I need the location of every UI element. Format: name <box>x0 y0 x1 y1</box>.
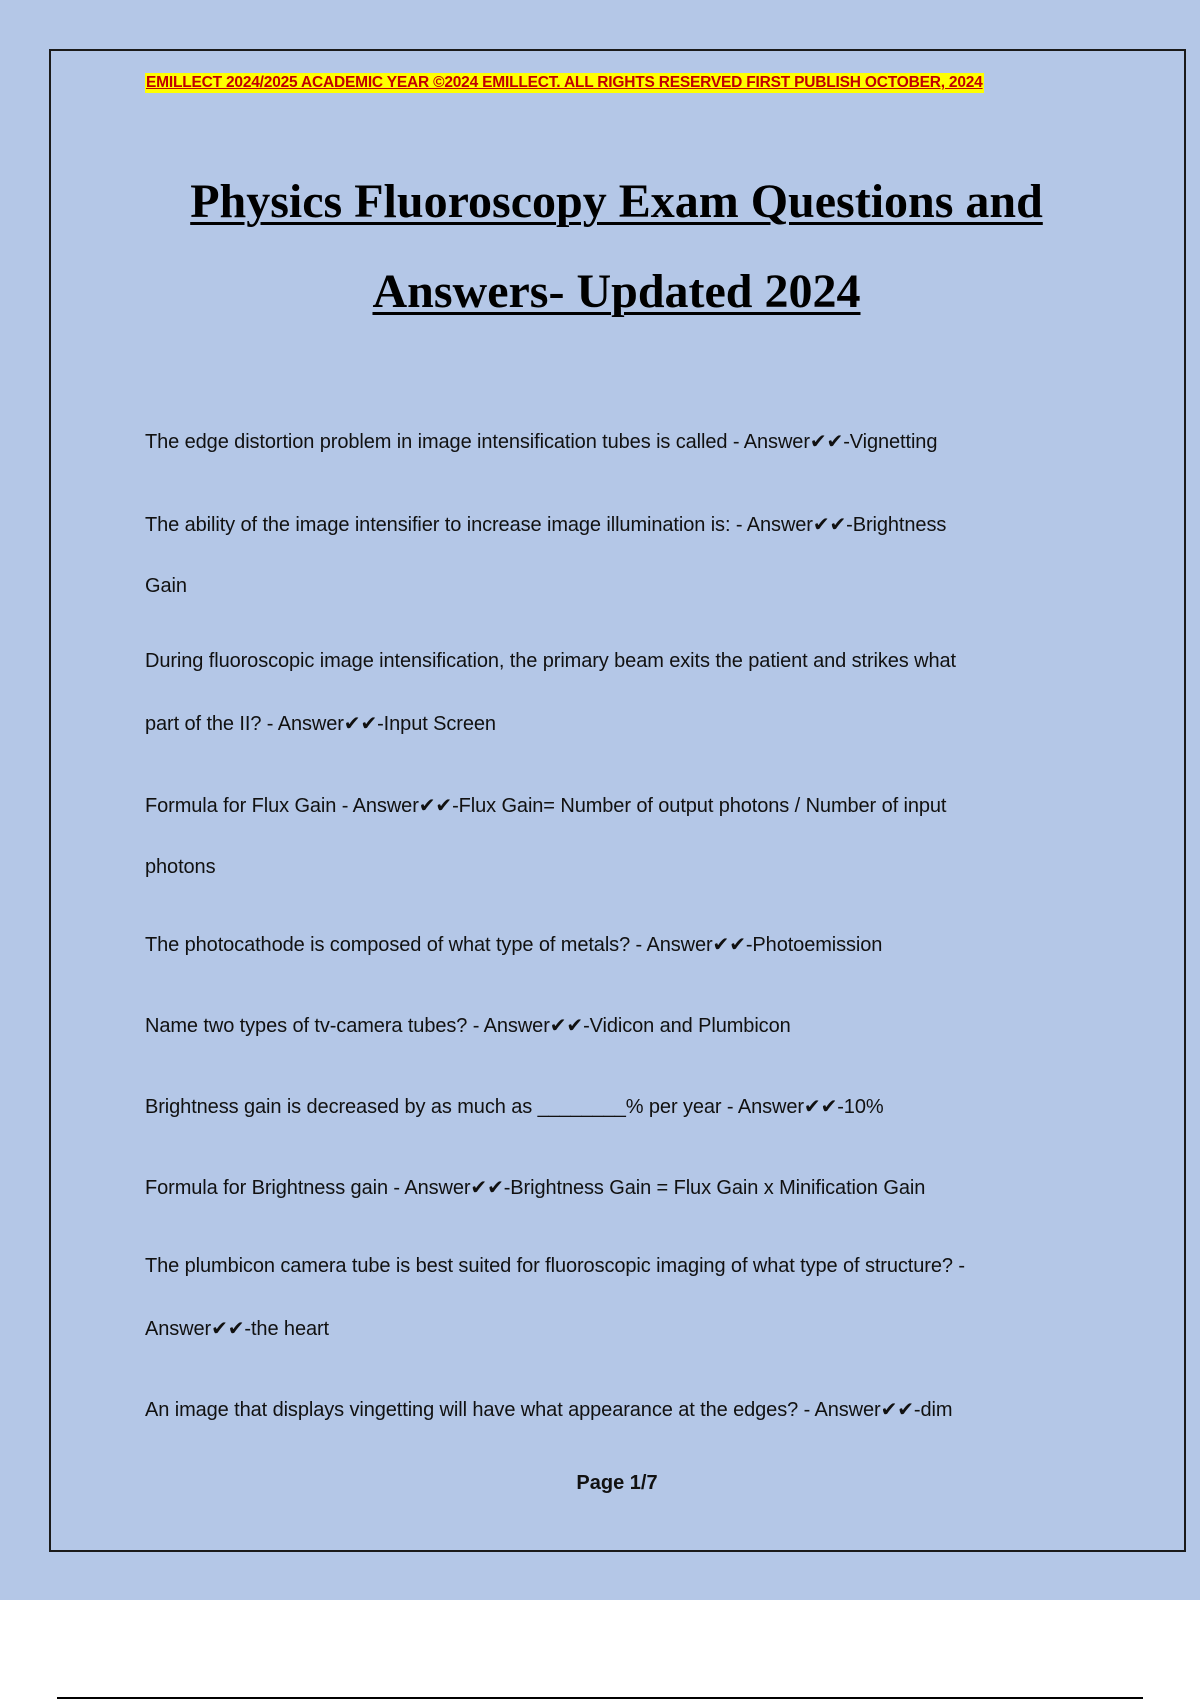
qa-line: During fluoroscopic image intensification, the primary beam exits the patient and strikes what <box>145 650 957 672</box>
qa-line: Answer✔✔-the heart <box>145 1318 330 1340</box>
qa-line: The edge distortion problem in image intensification tubes is called - Answer✔✔-Vignetting <box>145 431 938 453</box>
document-title-line-2: Answers- Updated 2024 <box>372 265 861 318</box>
document-title-line-1: Physics Fluoroscopy Exam Questions and <box>190 175 1043 228</box>
qa-line: Gain <box>145 575 187 597</box>
qa-line: Formula for Brightness gain - Answer✔✔-Brightness Gain = Flux Gain x Minification Gain <box>145 1177 926 1199</box>
qa-line: The photocathode is composed of what type of metals? - Answer✔✔-Photoemission <box>145 934 883 956</box>
qa-line: Name two types of tv-camera tubes? - Answer✔✔-Vidicon and Plumbicon <box>145 1015 791 1037</box>
qa-line: Brightness gain is decreased by as much as ________% per year - Answer✔✔-10% <box>145 1096 884 1118</box>
qa-line: part of the II? - Answer✔✔-Input Screen <box>145 713 496 735</box>
qa-line: Formula for Flux Gain - Answer✔✔-Flux Gain= Number of output photons / Number of input <box>145 795 947 817</box>
copyright-banner: EMILLECT 2024/2025 ACADEMIC YEAR ©2024 EMILLECT. ALL RIGHTS RESERVED FIRST PUBLISH OCTOBER, 2024 <box>146 74 983 91</box>
qa-line: An image that displays vingetting will have what appearance at the edges? - Answer✔✔-dim <box>145 1399 953 1421</box>
divider <box>57 1697 1143 1699</box>
page-number: Page 1/7 <box>576 1472 658 1494</box>
qa-line: The ability of the image intensifier to increase image illumination is: - Answer✔✔-Brightness <box>145 514 947 536</box>
qa-line: photons <box>145 856 216 878</box>
qa-line: The plumbicon camera tube is best suited for fluoroscopic imaging of what type of structure? - <box>145 1255 965 1277</box>
